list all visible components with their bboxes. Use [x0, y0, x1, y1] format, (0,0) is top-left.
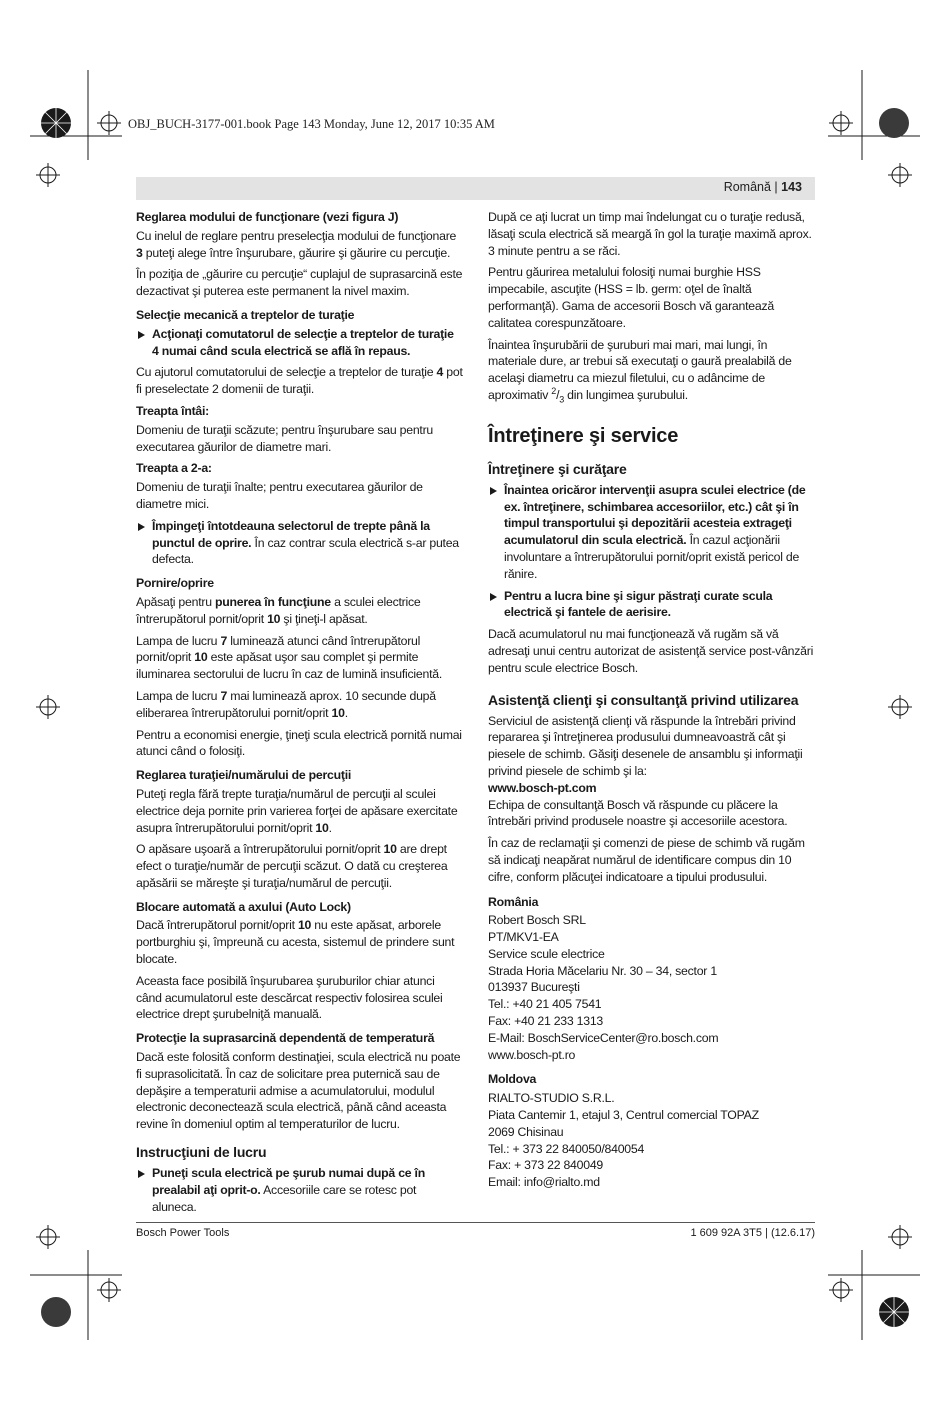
- paragraph: Cu ajutorul comutatorului de selecţie a treptelor de turaţie 4 pot fi preselectate 2 domenii de turaţii.: [136, 365, 463, 397]
- warning-bullet: Înaintea oricăror intervenţii asupra sculei electrice (de ex. întreţinere, schimbarea accesoriilor, etc.) cât şi în timpul transportului şi depozitării acesteia extrageţi acumulatorul din scula electrică. În cazul acţionării involuntare a întrerupătorului pornit/oprit există pericol de rănire.: [488, 482, 815, 583]
- warning-bullet: Împingeţi întotdeauna selectorul de trepte până la punctul de oprire. În caz contrar scula electrică s-ar putea defecta.: [136, 518, 463, 568]
- address-line: Service scule electrice: [488, 946, 605, 961]
- crosshair-target: [97, 111, 121, 135]
- address-line: 2069 Chisinau: [488, 1124, 564, 1139]
- country-title: România: [488, 894, 539, 909]
- section-heading: Instrucţiuni de lucru: [136, 1144, 267, 1161]
- crosshair-target: [829, 1278, 853, 1302]
- paragraph: Lampa de lucru 7 luminează atunci când întrerupătorul pornit/oprit 10 este apăsat uşor sau complet şi permite iluminarea sectorului de lucru în caz de lumină insuficientă.: [136, 633, 443, 682]
- left-column: [136, 209, 463, 1220]
- website-line[interactable]: www.bosch-pt.ro: [488, 1047, 576, 1062]
- section-heading: Asistenţă clienţi şi consultanţă privind utilizarea: [488, 691, 799, 708]
- paragraph: Domeniu de turaţii scăzute; pentru înşurubare sau pentru executarea găurilor de diametre mari.: [136, 422, 434, 454]
- paragraph: Aceasta face posibilă înşurubarea şuruburilor chiar atunci când acumulatorul este descărcat respectiv folosirea sculei electrice drept şurubelniţă manuală.: [136, 973, 443, 1022]
- crosshair-target: [888, 695, 912, 719]
- paragraph: Apăsaţi pentru punerea în funcţiune a sculei electrice întrerupătorul pornit/oprit 10 şi ţineţi-l apăsat.: [136, 594, 421, 626]
- book-meta-line: OBJ_BUCH-3177-001.book Page 143 Monday, June 12, 2017 10:35 AM: [128, 117, 495, 131]
- footer-brand: Bosch Power Tools: [136, 1227, 230, 1239]
- crosshair-target: [829, 111, 853, 135]
- address-block-moldova: [488, 1090, 815, 1191]
- bullet-triangle-icon: [490, 487, 497, 495]
- crosshair-target: [888, 1225, 912, 1249]
- phone-line: Tel.: +40 21 405 7541: [488, 997, 602, 1012]
- section-title: Pornire/oprire: [136, 576, 214, 591]
- website-link[interactable]: www.bosch-pt.com: [488, 780, 597, 795]
- address-line: Piata Cantemir 1, etajul 3, Centrul comercial TOPAZ: [488, 1108, 759, 1123]
- paragraph: Domeniu de turaţii înalte; pentru executarea găurilor de diametre mici.: [136, 480, 423, 511]
- paragraph: Pentru a economisi energie, ţineţi scula electrică pornită numai atunci când o folosiţi.: [136, 727, 462, 759]
- fax-line: Fax: + 373 22 840049: [488, 1158, 603, 1173]
- paragraph: După ce aţi lucrat un timp mai îndelungat cu o turaţie redusă, lăsaţi scula electrică să meargă în gol la turaţie maximă aprox. 3 minute pentru a se răci.: [488, 210, 812, 258]
- section-title: Reglarea modului de funcţionare (vezi figura J): [136, 210, 399, 224]
- email-line[interactable]: Email: info@rialto.md: [488, 1175, 600, 1190]
- bullet-triangle-icon: [138, 331, 145, 339]
- paragraph: În caz de reclamaţii şi comenzi de piese de schimb vă rugăm să indicaţi neapărat numărul de identificare compus din 10 cifre, conform plăcuţei indicatoare a tipului produsului.: [488, 836, 805, 884]
- fax-line: Fax: +40 21 233 1313: [488, 1014, 603, 1029]
- warning-bullet: Puneţi scula electrică pe şurub numai după ce în prealabil aţi oprit-o. Accesoriile care se rotesc pot aluneca.: [136, 1165, 463, 1215]
- right-column: [488, 209, 815, 1191]
- paragraph: În poziţia de „găurire cu percuţie“ cuplajul de suprasarcină este dezactivat şi puterea este permanent la nivel maxim.: [136, 267, 463, 299]
- subsection-title: Treapta a 2-a:: [136, 461, 212, 476]
- subsection-title: Treapta întâi:: [136, 403, 210, 418]
- email-line[interactable]: E-Mail: BoschServiceCenter@ro.bosch.com: [488, 1030, 719, 1045]
- crosshair-target: [36, 1225, 60, 1249]
- address-line: Robert Bosch SRL: [488, 913, 586, 928]
- registration-disc-top-left: [41, 108, 71, 138]
- section-title: Selecţie mecanică a treptelor de turaţie: [136, 307, 355, 322]
- crosshair-target: [36, 695, 60, 719]
- paragraph: Serviciul de asistenţă clienţi vă răspunde la întrebări privind repararea şi întreţinerea produsului dumneavoastră cât şi piesele de schimb. Găsiţi desenele de ansamblu şi informaţii privind piesele de schimb şi la:: [488, 713, 803, 778]
- bullet-triangle-icon: [490, 593, 497, 601]
- warning-bullet: Pentru a lucra bine şi sigur păstraţi curate scula electrică şi fantele de aerisire.: [488, 588, 815, 622]
- address-line: RIALTO-STUDIO S.R.L.: [488, 1091, 615, 1106]
- paragraph: Cu inelul de reglare pentru preselecţia modului de funcţionare 3 puteţi alege între înşurubare, găurire şi găurire cu percuţie.: [136, 228, 457, 260]
- section-heading: Întreţinere şi curăţare: [488, 460, 627, 477]
- paragraph: Echipa de consultanţă Bosch vă răspunde cu plăcere la întrebări privind produsele noastre şi accesoriile acestora.: [488, 797, 788, 829]
- footer-rule: [136, 1222, 815, 1223]
- paragraph: Dacă este folosită conform destinaţiei, scula electrică nu poate fi suprasolicitată. În caz de solicitare prea puternică sau de depăşire a temperaturii admise a acumulatorului, modulul electronic deconectează scula electrică, până când aceasta revine în domeniul optim al temperaturilor de lucru.: [136, 1050, 461, 1132]
- running-header: Română | 143: [723, 180, 802, 194]
- paragraph: Pentru găurirea metalului folosiţi numai burghie HSS impecabile, ascuţite (HSS = lb. germ: oţel de înaltă performanţă). Gama de accesorii Bosch vă garantează calitatea corespunzătoare.: [488, 265, 774, 330]
- bullet-triangle-icon: [138, 1170, 145, 1178]
- registration-disc-bottom-right: [879, 1297, 909, 1327]
- paragraph: Înaintea înşurubării de şuruburi mai mari, mai lungi, în materiale dure, ar trebui să executaţi o gaură prealabilă de acelaşi diametru ca miezul filetului, cu o adâncime de aproximativ $^2/_3$ din lungimea şurubului.: [488, 337, 792, 405]
- registration-disc-bottom-left: [41, 1297, 71, 1327]
- paragraph: O apăsare uşoară a întrerupătorului pornit/oprit 10 are drept efect o turaţie/număr de percuţii scăzut. O dată cu creşterea apăsării se măreşte şi turaţia/numărul de percuţii.: [136, 842, 448, 890]
- warning-bullet: Acţionaţi comutatorul de selecţie a treptelor de turaţie 4 numai când scula electrică se află în repaus.: [136, 326, 463, 360]
- header-language: Română: [723, 180, 771, 194]
- running-header-band: [136, 177, 815, 200]
- section-title: Blocare automată a axului (Auto Lock): [136, 899, 351, 914]
- section-title: Protecţie la suprasarcină dependentă de temperatură: [136, 1031, 435, 1046]
- crosshair-target: [888, 163, 912, 187]
- phone-line: Tel.: + 373 22 840050/840054: [488, 1141, 645, 1156]
- footer-doc-number: 1 609 92A 3T5 | (12.6.17): [690, 1227, 815, 1239]
- section-title: Reglarea turaţiei/numărului de percuţii: [136, 768, 352, 783]
- bullet-triangle-icon: [138, 523, 145, 531]
- paragraph: Dacă acumulatorul nu mai funcţionează vă rugăm să vă adresaţi unui centru autorizat de asistenţă service post-vânzări pentru scule electrice Bosch.: [488, 627, 814, 675]
- address-line: PT/MKV1-EA: [488, 930, 559, 945]
- address-line: Strada Horia Măcelariu Nr. 30 – 34, sector 1: [488, 963, 717, 978]
- crosshair-target: [36, 163, 60, 187]
- paragraph: Lampa de lucru 7 mai luminează aprox. 10 secunde după eliberarea întrerupătorului pornit/oprit 10.: [136, 688, 436, 720]
- country-title: Moldova: [488, 1072, 537, 1087]
- paragraph: Dacă întrerupătorul pornit/oprit 10 nu este apăsat, arborele portburghiu şi, împreună cu acesta, sistemul de prindere sunt blocate.: [136, 918, 455, 967]
- registration-disc-top-right: [879, 108, 909, 138]
- address-block-romania: [488, 912, 815, 1063]
- paragraph: Puteţi regla fără trepte turaţia/numărul de percuţii al sculei electrice deja pornite prin varierea forţei de apăsare exercitate asupra întrerupătorului pornit/oprit 10.: [136, 786, 458, 835]
- chapter-heading: Întreţinere şi service: [488, 424, 679, 447]
- page-number: 143: [781, 180, 802, 194]
- address-line: 013937 Bucureşti: [488, 980, 580, 995]
- crosshair-target: [97, 1278, 121, 1302]
